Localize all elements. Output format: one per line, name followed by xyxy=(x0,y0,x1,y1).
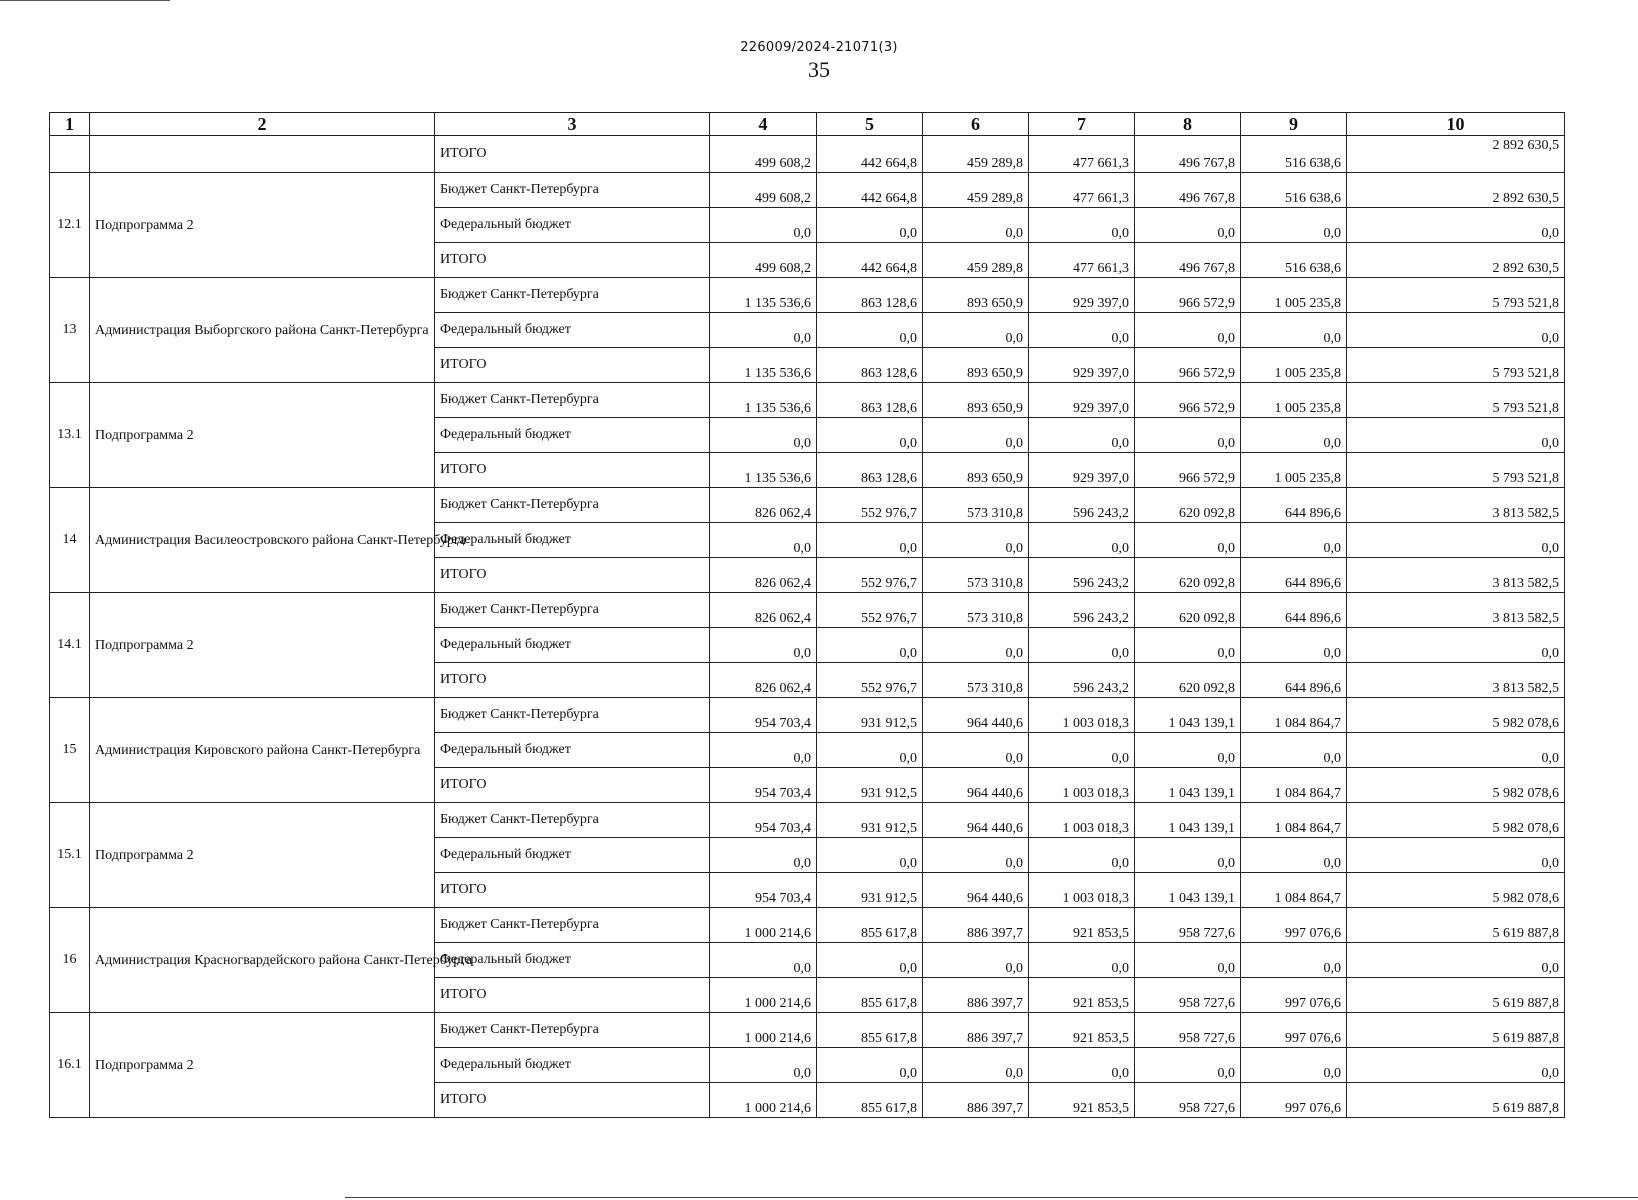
value-cell-col-8: 966 572,9 xyxy=(1135,383,1241,418)
value-cell-col-10: 5 793 521,8 xyxy=(1347,278,1565,313)
value-cell-col-10: 2 892 630,5 xyxy=(1347,243,1565,278)
value-cell-col-7: 596 243,2 xyxy=(1029,558,1135,593)
value-cell-col-6: 573 310,8 xyxy=(923,488,1029,523)
value-cell-col-6: 0,0 xyxy=(923,943,1029,978)
value-cell-col-10: 2 892 630,5 xyxy=(1347,173,1565,208)
row-group-name: Администрация Кировского района Санкт-Петербурга xyxy=(90,698,435,803)
value-cell-col-10: 5 619 887,8 xyxy=(1347,1083,1565,1118)
value-cell-col-9: 1 084 864,7 xyxy=(1241,803,1347,838)
funding-source: ИТОГО xyxy=(435,348,710,383)
value-cell-col-10: 0,0 xyxy=(1347,1048,1565,1083)
column-header-5: 5 xyxy=(817,113,923,136)
funding-source: Бюджет Санкт-Петербурга xyxy=(435,488,710,523)
column-header-7: 7 xyxy=(1029,113,1135,136)
budget-table xyxy=(49,112,1565,1118)
value-cell-col-8: 966 572,9 xyxy=(1135,278,1241,313)
value-cell-col-9: 1 005 235,8 xyxy=(1241,453,1347,488)
value-cell-col-8: 0,0 xyxy=(1135,943,1241,978)
value-cell-col-7: 1 003 018,3 xyxy=(1029,768,1135,803)
value-cell-col-10: 5 619 887,8 xyxy=(1347,978,1565,1013)
value-cell-col-5: 442 664,8 xyxy=(817,136,923,173)
value-cell-col-5: 855 617,8 xyxy=(817,1013,923,1048)
funding-source: Федеральный бюджет xyxy=(435,313,710,348)
funding-source: ИТОГО xyxy=(435,243,710,278)
value-cell-col-5: 0,0 xyxy=(817,943,923,978)
value-cell-col-6: 459 289,8 xyxy=(923,243,1029,278)
value-cell-col-10: 0,0 xyxy=(1347,628,1565,663)
document-registration-number: 226009/2024-21071(3) xyxy=(740,40,898,55)
row-group-number: 15 xyxy=(50,698,90,803)
value-cell-col-9: 0,0 xyxy=(1241,208,1347,243)
value-cell-col-10: 0,0 xyxy=(1347,208,1565,243)
value-cell-col-9: 0,0 xyxy=(1241,838,1347,873)
value-cell-col-5: 0,0 xyxy=(817,1048,923,1083)
value-cell-col-7: 0,0 xyxy=(1029,838,1135,873)
funding-source: Федеральный бюджет xyxy=(435,1048,710,1083)
value-cell-col-7: 0,0 xyxy=(1029,313,1135,348)
value-cell-col-9: 0,0 xyxy=(1241,733,1347,768)
value-cell-col-6: 886 397,7 xyxy=(923,1083,1029,1118)
row-group-number: 16.1 xyxy=(50,1013,90,1118)
value-cell-col-7: 0,0 xyxy=(1029,208,1135,243)
row-group-name: Подпрограмма 2 xyxy=(90,803,435,908)
value-cell-col-6: 0,0 xyxy=(923,838,1029,873)
value-cell-col-8: 958 727,6 xyxy=(1135,978,1241,1013)
value-cell-col-4: 0,0 xyxy=(710,208,817,243)
table-row xyxy=(50,803,1565,838)
row-group-name: Администрация Василеостровского района Санкт-Петербурга xyxy=(90,488,435,593)
value-cell-col-7: 0,0 xyxy=(1029,418,1135,453)
funding-source: ИТОГО xyxy=(435,768,710,803)
value-cell-col-5: 931 912,5 xyxy=(817,873,923,908)
value-cell-col-6: 964 440,6 xyxy=(923,803,1029,838)
row-group-number: 14.1 xyxy=(50,593,90,698)
table-row xyxy=(50,1013,1565,1048)
value-cell-col-4: 826 062,4 xyxy=(710,558,817,593)
value-cell-col-10: 5 793 521,8 xyxy=(1347,453,1565,488)
value-cell-col-10: 5 793 521,8 xyxy=(1347,383,1565,418)
value-cell-col-4: 1 000 214,6 xyxy=(710,1013,817,1048)
column-header-1: 1 xyxy=(50,113,90,136)
value-cell-col-9: 1 005 235,8 xyxy=(1241,383,1347,418)
column-header-10: 10 xyxy=(1347,113,1565,136)
value-cell-col-9: 644 896,6 xyxy=(1241,593,1347,628)
empty-index-cell xyxy=(50,136,90,173)
value-cell-col-8: 496 767,8 xyxy=(1135,173,1241,208)
funding-source: Федеральный бюджет xyxy=(435,628,710,663)
value-cell-col-8: 620 092,8 xyxy=(1135,663,1241,698)
value-cell-col-4: 826 062,4 xyxy=(710,488,817,523)
value-cell-col-6: 964 440,6 xyxy=(923,768,1029,803)
column-header-8: 8 xyxy=(1135,113,1241,136)
funding-source: Бюджет Санкт-Петербурга xyxy=(435,803,710,838)
value-cell-col-5: 0,0 xyxy=(817,523,923,558)
value-cell-col-4: 1 135 536,6 xyxy=(710,348,817,383)
value-cell-col-9: 1 084 864,7 xyxy=(1241,698,1347,733)
top-edge-line xyxy=(0,0,170,1)
value-cell-col-8: 966 572,9 xyxy=(1135,453,1241,488)
value-cell-col-10: 2 892 630,5 xyxy=(1347,136,1565,173)
funding-source: Бюджет Санкт-Петербурга xyxy=(435,698,710,733)
value-cell-col-4: 826 062,4 xyxy=(710,663,817,698)
value-cell-col-6: 459 289,8 xyxy=(923,136,1029,173)
funding-source: Федеральный бюджет xyxy=(435,523,710,558)
value-cell-col-5: 931 912,5 xyxy=(817,698,923,733)
value-cell-col-10: 5 982 078,6 xyxy=(1347,768,1565,803)
table-row xyxy=(50,908,1565,943)
funding-source: Бюджет Санкт-Петербурга xyxy=(435,1013,710,1048)
value-cell-col-9: 1 005 235,8 xyxy=(1241,278,1347,313)
value-cell-col-6: 893 650,9 xyxy=(923,383,1029,418)
value-cell-col-6: 459 289,8 xyxy=(923,173,1029,208)
value-cell-col-9: 0,0 xyxy=(1241,418,1347,453)
document-header xyxy=(0,40,1638,83)
value-cell-col-5: 863 128,6 xyxy=(817,278,923,313)
value-cell-col-8: 0,0 xyxy=(1135,838,1241,873)
value-cell-col-7: 921 853,5 xyxy=(1029,1083,1135,1118)
value-cell-col-8: 620 092,8 xyxy=(1135,488,1241,523)
value-cell-col-8: 0,0 xyxy=(1135,208,1241,243)
row-group-name: Подпрограмма 2 xyxy=(90,593,435,698)
value-cell-col-4: 499 608,2 xyxy=(710,136,817,173)
value-cell-col-9: 516 638,6 xyxy=(1241,173,1347,208)
value-cell-col-9: 0,0 xyxy=(1241,1048,1347,1083)
table-row xyxy=(50,383,1565,418)
value-cell-col-6: 573 310,8 xyxy=(923,558,1029,593)
value-cell-col-10: 5 982 078,6 xyxy=(1347,803,1565,838)
value-cell-col-5: 855 617,8 xyxy=(817,1083,923,1118)
value-cell-col-10: 5 793 521,8 xyxy=(1347,348,1565,383)
value-cell-col-7: 477 661,3 xyxy=(1029,243,1135,278)
value-cell-col-5: 552 976,7 xyxy=(817,593,923,628)
value-cell-col-7: 0,0 xyxy=(1029,733,1135,768)
value-cell-col-8: 0,0 xyxy=(1135,733,1241,768)
column-number-row xyxy=(50,113,1565,136)
value-cell-col-10: 3 813 582,5 xyxy=(1347,488,1565,523)
value-cell-col-4: 826 062,4 xyxy=(710,593,817,628)
value-cell-col-4: 0,0 xyxy=(710,943,817,978)
value-cell-col-6: 964 440,6 xyxy=(923,698,1029,733)
value-cell-col-7: 921 853,5 xyxy=(1029,908,1135,943)
value-cell-col-8: 620 092,8 xyxy=(1135,593,1241,628)
page-number: 35 xyxy=(808,57,830,82)
value-cell-col-5: 442 664,8 xyxy=(817,243,923,278)
value-cell-col-5: 552 976,7 xyxy=(817,488,923,523)
value-cell-col-7: 477 661,3 xyxy=(1029,173,1135,208)
bottom-edge-line xyxy=(345,1197,1638,1198)
funding-source: Федеральный бюджет xyxy=(435,733,710,768)
value-cell-col-9: 0,0 xyxy=(1241,313,1347,348)
column-header-6: 6 xyxy=(923,113,1029,136)
value-cell-col-5: 863 128,6 xyxy=(817,348,923,383)
value-cell-col-6: 0,0 xyxy=(923,628,1029,663)
value-cell-col-10: 3 813 582,5 xyxy=(1347,663,1565,698)
value-cell-col-10: 5 619 887,8 xyxy=(1347,1013,1565,1048)
value-cell-col-9: 997 076,6 xyxy=(1241,908,1347,943)
value-cell-col-8: 496 767,8 xyxy=(1135,243,1241,278)
value-cell-col-5: 442 664,8 xyxy=(817,173,923,208)
value-cell-col-8: 0,0 xyxy=(1135,313,1241,348)
value-cell-col-5: 0,0 xyxy=(817,208,923,243)
value-cell-col-10: 0,0 xyxy=(1347,733,1565,768)
value-cell-col-7: 596 243,2 xyxy=(1029,488,1135,523)
row-group-number: 13 xyxy=(50,278,90,383)
row-group-number: 14 xyxy=(50,488,90,593)
value-cell-col-5: 0,0 xyxy=(817,418,923,453)
value-cell-col-4: 1 000 214,6 xyxy=(710,978,817,1013)
funding-source: Федеральный бюджет xyxy=(435,208,710,243)
value-cell-col-6: 0,0 xyxy=(923,313,1029,348)
value-cell-col-4: 0,0 xyxy=(710,838,817,873)
value-cell-col-8: 496 767,8 xyxy=(1135,136,1241,173)
row-group-number: 13.1 xyxy=(50,383,90,488)
value-cell-col-4: 499 608,2 xyxy=(710,243,817,278)
value-cell-col-7: 929 397,0 xyxy=(1029,278,1135,313)
row-group-number: 15.1 xyxy=(50,803,90,908)
value-cell-col-10: 5 619 887,8 xyxy=(1347,908,1565,943)
value-cell-col-7: 921 853,5 xyxy=(1029,978,1135,1013)
value-cell-col-7: 929 397,0 xyxy=(1029,348,1135,383)
value-cell-col-6: 0,0 xyxy=(923,208,1029,243)
value-cell-col-6: 0,0 xyxy=(923,523,1029,558)
value-cell-col-4: 954 703,4 xyxy=(710,803,817,838)
value-cell-col-5: 552 976,7 xyxy=(817,663,923,698)
value-cell-col-7: 0,0 xyxy=(1029,523,1135,558)
value-cell-col-7: 1 003 018,3 xyxy=(1029,803,1135,838)
value-cell-col-10: 3 813 582,5 xyxy=(1347,558,1565,593)
empty-name-cell xyxy=(90,136,435,173)
value-cell-col-6: 964 440,6 xyxy=(923,873,1029,908)
value-cell-col-5: 0,0 xyxy=(817,313,923,348)
value-cell-col-8: 1 043 139,1 xyxy=(1135,768,1241,803)
value-cell-col-6: 886 397,7 xyxy=(923,908,1029,943)
table-row xyxy=(50,488,1565,523)
value-cell-col-8: 958 727,6 xyxy=(1135,1083,1241,1118)
table-row xyxy=(50,136,1565,173)
funding-source: Бюджет Санкт-Петербурга xyxy=(435,383,710,418)
value-cell-col-9: 997 076,6 xyxy=(1241,1013,1347,1048)
value-cell-col-4: 0,0 xyxy=(710,1048,817,1083)
value-cell-col-6: 0,0 xyxy=(923,1048,1029,1083)
value-cell-col-10: 3 813 582,5 xyxy=(1347,593,1565,628)
value-cell-col-5: 855 617,8 xyxy=(817,908,923,943)
value-cell-col-7: 1 003 018,3 xyxy=(1029,698,1135,733)
value-cell-col-6: 573 310,8 xyxy=(923,593,1029,628)
funding-source: Федеральный бюджет xyxy=(435,838,710,873)
value-cell-col-8: 1 043 139,1 xyxy=(1135,803,1241,838)
value-cell-col-8: 1 043 139,1 xyxy=(1135,698,1241,733)
value-cell-col-7: 596 243,2 xyxy=(1029,663,1135,698)
value-cell-col-9: 1 005 235,8 xyxy=(1241,348,1347,383)
value-cell-col-4: 1 000 214,6 xyxy=(710,908,817,943)
row-group-name: Подпрограмма 2 xyxy=(90,383,435,488)
value-cell-col-8: 0,0 xyxy=(1135,418,1241,453)
value-cell-col-10: 0,0 xyxy=(1347,838,1565,873)
value-cell-col-6: 886 397,7 xyxy=(923,1013,1029,1048)
column-header-4: 4 xyxy=(710,113,817,136)
value-cell-col-8: 958 727,6 xyxy=(1135,1013,1241,1048)
funding-source: Бюджет Санкт-Петербурга xyxy=(435,593,710,628)
value-cell-col-9: 644 896,6 xyxy=(1241,558,1347,593)
value-cell-col-4: 954 703,4 xyxy=(710,873,817,908)
value-cell-col-7: 477 661,3 xyxy=(1029,136,1135,173)
value-cell-col-4: 499 608,2 xyxy=(710,173,817,208)
value-cell-col-4: 1 135 536,6 xyxy=(710,453,817,488)
funding-source: Бюджет Санкт-Петербурга xyxy=(435,908,710,943)
value-cell-col-9: 997 076,6 xyxy=(1241,978,1347,1013)
row-group-number: 12.1 xyxy=(50,173,90,278)
value-cell-col-4: 0,0 xyxy=(710,313,817,348)
value-cell-col-7: 0,0 xyxy=(1029,943,1135,978)
table-body xyxy=(50,136,1565,1118)
value-cell-col-8: 0,0 xyxy=(1135,1048,1241,1083)
value-cell-col-6: 893 650,9 xyxy=(923,348,1029,383)
funding-source: Бюджет Санкт-Петербурга xyxy=(435,278,710,313)
value-cell-col-6: 893 650,9 xyxy=(923,453,1029,488)
value-cell-col-9: 516 638,6 xyxy=(1241,243,1347,278)
value-cell-col-7: 0,0 xyxy=(1029,1048,1135,1083)
value-cell-col-8: 620 092,8 xyxy=(1135,558,1241,593)
value-cell-col-6: 0,0 xyxy=(923,733,1029,768)
value-cell-col-6: 893 650,9 xyxy=(923,278,1029,313)
value-cell-col-5: 931 912,5 xyxy=(817,768,923,803)
value-cell-col-9: 1 084 864,7 xyxy=(1241,873,1347,908)
funding-source: ИТОГО xyxy=(435,558,710,593)
table-row xyxy=(50,173,1565,208)
value-cell-col-9: 516 638,6 xyxy=(1241,136,1347,173)
value-cell-col-9: 644 896,6 xyxy=(1241,488,1347,523)
row-group-name: Подпрограмма 2 xyxy=(90,1013,435,1118)
value-cell-col-9: 997 076,6 xyxy=(1241,1083,1347,1118)
value-cell-col-10: 0,0 xyxy=(1347,523,1565,558)
value-cell-col-6: 573 310,8 xyxy=(923,663,1029,698)
value-cell-col-4: 954 703,4 xyxy=(710,698,817,733)
column-header-9: 9 xyxy=(1241,113,1347,136)
value-cell-col-8: 966 572,9 xyxy=(1135,348,1241,383)
funding-source: ИТОГО xyxy=(435,978,710,1013)
value-cell-col-8: 958 727,6 xyxy=(1135,908,1241,943)
column-header-3: 3 xyxy=(435,113,710,136)
value-cell-col-4: 0,0 xyxy=(710,418,817,453)
value-cell-col-4: 0,0 xyxy=(710,733,817,768)
value-cell-col-7: 0,0 xyxy=(1029,628,1135,663)
value-cell-col-8: 0,0 xyxy=(1135,523,1241,558)
value-cell-col-7: 921 853,5 xyxy=(1029,1013,1135,1048)
value-cell-col-9: 0,0 xyxy=(1241,943,1347,978)
value-cell-col-9: 0,0 xyxy=(1241,628,1347,663)
funding-source: ИТОГО xyxy=(435,873,710,908)
funding-source: ИТОГО xyxy=(435,663,710,698)
value-cell-col-10: 0,0 xyxy=(1347,418,1565,453)
value-cell-col-4: 1 135 536,6 xyxy=(710,383,817,418)
row-group-name: Администрация Выборгского района Санкт-Петербурга xyxy=(90,278,435,383)
table-row xyxy=(50,278,1565,313)
value-cell-col-5: 552 976,7 xyxy=(817,558,923,593)
value-cell-col-4: 1 000 214,6 xyxy=(710,1083,817,1118)
value-cell-col-4: 1 135 536,6 xyxy=(710,278,817,313)
value-cell-col-6: 886 397,7 xyxy=(923,978,1029,1013)
table-row xyxy=(50,698,1565,733)
value-cell-col-7: 929 397,0 xyxy=(1029,383,1135,418)
column-header-2: 2 xyxy=(90,113,435,136)
row-group-name: Администрация Красногвардейского района Санкт-Петербурга xyxy=(90,908,435,1013)
value-cell-col-9: 644 896,6 xyxy=(1241,663,1347,698)
value-cell-col-10: 5 982 078,6 xyxy=(1347,698,1565,733)
value-cell-col-6: 0,0 xyxy=(923,418,1029,453)
value-cell-col-9: 1 084 864,7 xyxy=(1241,768,1347,803)
funding-source: Федеральный бюджет xyxy=(435,418,710,453)
value-cell-col-5: 855 617,8 xyxy=(817,978,923,1013)
row-group-name: Подпрограмма 2 xyxy=(90,173,435,278)
value-cell-col-5: 0,0 xyxy=(817,838,923,873)
value-cell-col-5: 0,0 xyxy=(817,628,923,663)
value-cell-col-5: 863 128,6 xyxy=(817,453,923,488)
value-cell-col-8: 1 043 139,1 xyxy=(1135,873,1241,908)
value-cell-col-9: 0,0 xyxy=(1241,523,1347,558)
value-cell-col-5: 863 128,6 xyxy=(817,383,923,418)
value-cell-col-7: 596 243,2 xyxy=(1029,593,1135,628)
value-cell-col-10: 0,0 xyxy=(1347,943,1565,978)
value-cell-col-10: 0,0 xyxy=(1347,313,1565,348)
value-cell-col-4: 0,0 xyxy=(710,523,817,558)
value-cell-col-5: 0,0 xyxy=(817,733,923,768)
funding-source: ИТОГО xyxy=(435,1083,710,1118)
funding-source: ИТОГО xyxy=(435,136,710,173)
value-cell-col-4: 954 703,4 xyxy=(710,768,817,803)
value-cell-col-7: 1 003 018,3 xyxy=(1029,873,1135,908)
value-cell-col-8: 0,0 xyxy=(1135,628,1241,663)
row-group-number: 16 xyxy=(50,908,90,1013)
funding-source: ИТОГО xyxy=(435,453,710,488)
funding-source: Федеральный бюджет xyxy=(435,943,710,978)
table-row xyxy=(50,593,1565,628)
value-cell-col-7: 929 397,0 xyxy=(1029,453,1135,488)
value-cell-col-4: 0,0 xyxy=(710,628,817,663)
funding-source: Бюджет Санкт-Петербурга xyxy=(435,173,710,208)
value-cell-col-10: 5 982 078,6 xyxy=(1347,873,1565,908)
value-cell-col-5: 931 912,5 xyxy=(817,803,923,838)
